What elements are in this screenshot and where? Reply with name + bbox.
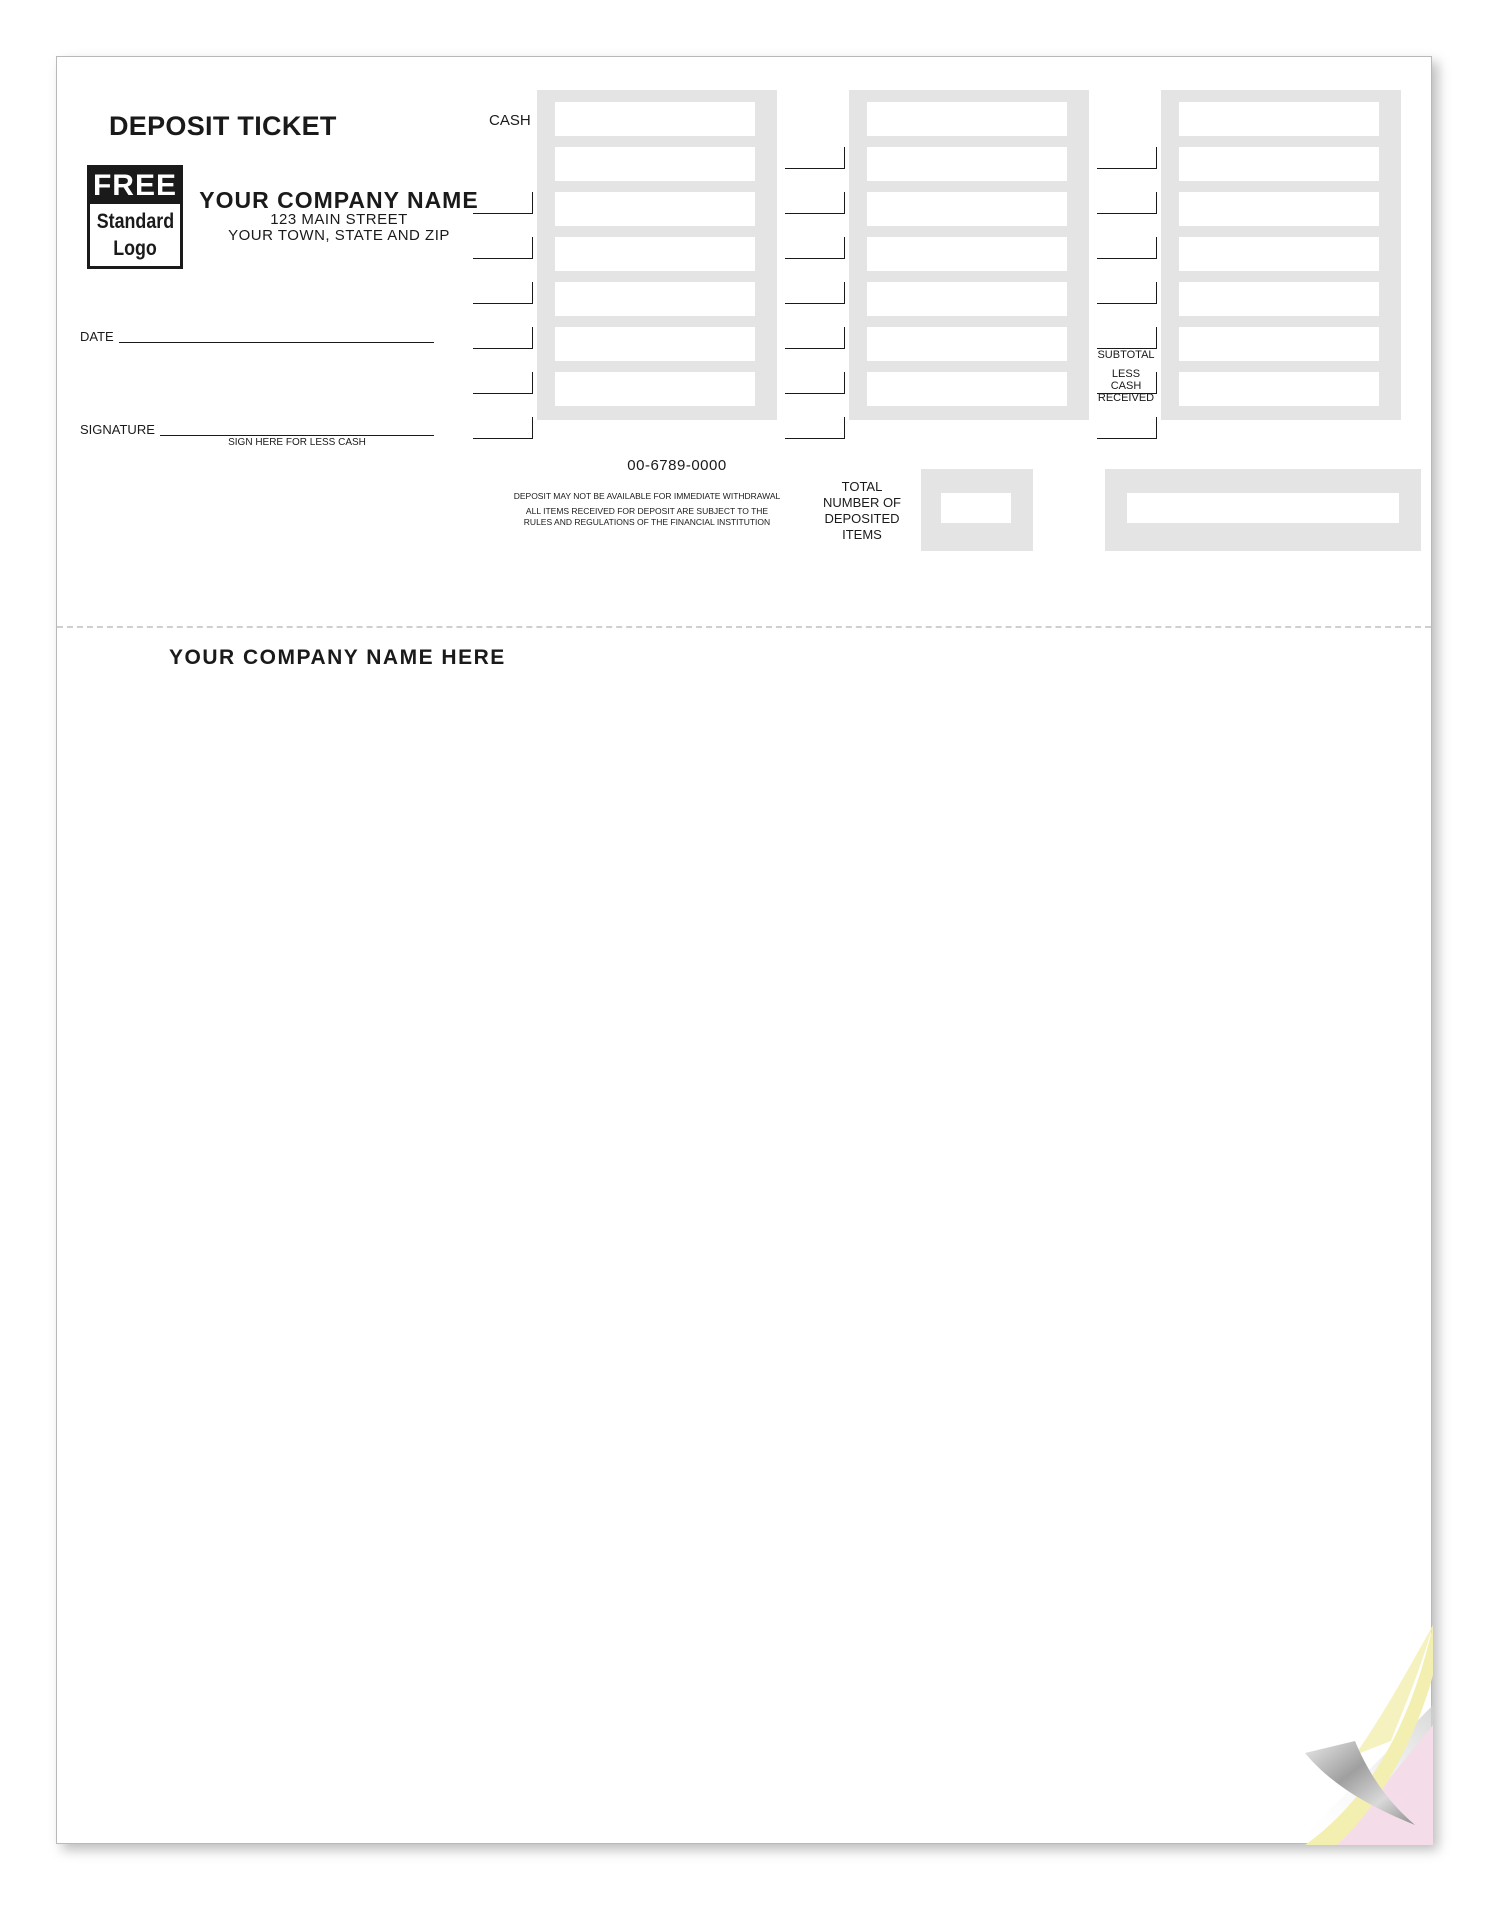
cash-amount-box[interactable]	[555, 102, 755, 136]
check-number-field[interactable]	[785, 147, 845, 169]
amount-box[interactable]	[867, 237, 1067, 271]
total-items-box[interactable]	[941, 493, 1011, 523]
sign-here-note: SIGN HERE FOR LESS CASH	[228, 437, 366, 448]
check-number-field[interactable]	[785, 192, 845, 214]
stub-company-name: YOUR COMPANY NAME HERE	[169, 646, 506, 669]
check-number-field[interactable]	[473, 282, 533, 304]
cash-label: CASH	[489, 112, 531, 129]
amount-box[interactable]	[867, 102, 1067, 136]
perforation-line	[57, 626, 1431, 628]
check-number-field[interactable]	[473, 372, 533, 394]
account-number: 00-6789-0000	[627, 457, 727, 474]
amount-box[interactable]	[1179, 192, 1379, 226]
total-items-panel	[921, 469, 1033, 551]
ticket-title: DEPOSIT TICKET	[109, 111, 337, 141]
page-curl-icon	[1205, 1565, 1433, 1845]
amount-panel-3	[1161, 90, 1401, 420]
disclaimer-line-1: DEPOSIT MAY NOT BE AVAILABLE FOR IMMEDIATE WITHDRAWAL	[513, 491, 781, 501]
less-cash-received-label: LESS CASH RECEIVED	[1097, 368, 1155, 404]
check-number-field[interactable]	[1097, 147, 1157, 169]
amount-panel-2	[849, 90, 1089, 420]
amount-box[interactable]	[555, 282, 755, 316]
check-number-field[interactable]	[473, 237, 533, 259]
amount-box[interactable]	[555, 237, 755, 271]
logo-logo-word: Logo	[113, 237, 157, 260]
amount-box[interactable]	[867, 147, 1067, 181]
date-field[interactable]	[119, 342, 434, 343]
amount-box[interactable]	[555, 147, 755, 181]
less-cash-amount-box[interactable]	[1179, 372, 1379, 406]
check-number-field[interactable]	[785, 237, 845, 259]
signature-label: SIGNATURE	[80, 422, 155, 437]
subtotal-amount-box[interactable]	[1179, 327, 1379, 361]
check-number-field[interactable]	[1097, 192, 1157, 214]
check-number-field[interactable]	[785, 327, 845, 349]
total-deposited-items-label: TOTAL NUMBER OF DEPOSITED ITEMS	[823, 479, 901, 542]
amount-panel-1	[537, 90, 777, 420]
logo-standard-word: Standard	[96, 210, 175, 233]
amount-box[interactable]	[867, 372, 1067, 406]
check-number-field[interactable]	[473, 192, 533, 214]
check-number-field[interactable]	[1097, 237, 1157, 259]
check-number-field[interactable]	[1097, 327, 1157, 349]
check-number-field[interactable]	[473, 327, 533, 349]
date-label: DATE	[80, 329, 114, 344]
amount-box[interactable]	[867, 327, 1067, 361]
amount-box[interactable]	[555, 372, 755, 406]
disclaimer-line-2: ALL ITEMS RECEIVED FOR DEPOSIT ARE SUBJECT TO THE	[525, 506, 769, 516]
check-number-field[interactable]	[473, 417, 533, 439]
deposit-disclaimer	[497, 491, 797, 528]
logo-free-text: FREE	[90, 168, 180, 204]
address-line-2: YOUR TOWN, STATE AND ZIP	[228, 227, 450, 244]
check-number-field[interactable]	[785, 372, 845, 394]
amount-box[interactable]	[867, 282, 1067, 316]
company-name: YOUR COMPANY NAME	[199, 187, 479, 213]
check-number-field[interactable]	[785, 417, 845, 439]
amount-box[interactable]	[555, 192, 755, 226]
check-number-field[interactable]	[1097, 282, 1157, 304]
amount-box[interactable]	[1179, 147, 1379, 181]
disclaimer-line-3: RULES AND REGULATIONS OF THE FINANCIAL INSTITUTION	[523, 517, 771, 527]
check-number-field[interactable]	[785, 282, 845, 304]
less-cash-tick	[1097, 417, 1157, 439]
amount-box[interactable]	[867, 192, 1067, 226]
subtotal-label: SUBTOTAL	[1097, 349, 1155, 361]
logo-placeholder	[87, 165, 183, 269]
total-amount-panel	[1105, 469, 1421, 551]
amount-box[interactable]	[1179, 102, 1379, 136]
amount-box[interactable]	[1179, 282, 1379, 316]
signature-field[interactable]	[160, 435, 434, 436]
deposit-form-sheet	[56, 56, 1432, 1844]
logo-standard-text	[97, 208, 174, 262]
company-address	[199, 212, 479, 244]
amount-box[interactable]	[1179, 237, 1379, 271]
amount-box[interactable]	[555, 327, 755, 361]
total-amount-box[interactable]	[1127, 493, 1399, 523]
address-line-1: 123 MAIN STREET	[270, 211, 408, 228]
